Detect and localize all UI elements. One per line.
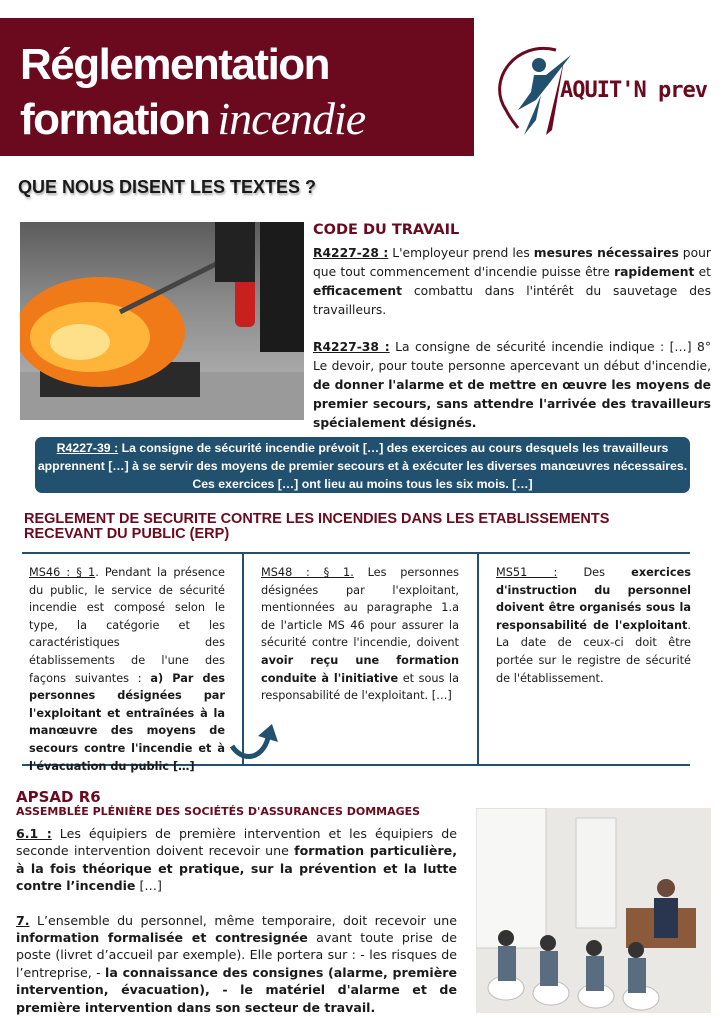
- article-r4227-38: [313, 338, 711, 433]
- apsad-heading-block: [16, 789, 420, 818]
- fire-extinguisher-photo: [20, 222, 304, 420]
- body-text: Des: [557, 566, 632, 579]
- emphasis-text: exercices d'instruction du personnel doivent être organisés sous la responsabilité de l'exploitant: [496, 566, 691, 632]
- table-top-divider: [22, 552, 690, 554]
- curved-arrow-icon: [228, 720, 284, 764]
- article-reference: R4227-38 :: [313, 340, 390, 354]
- article-reference: R4227-28 :: [313, 246, 389, 260]
- emphasis-text: formation particulière, à la fois théorique et pratique, sur la prévention et la lutte contre l’incendie: [16, 843, 457, 894]
- body-text: Les personnes désignées par l'exploitant, mentionnées au paragraphe 1.a de l'article MS 46 pour assurer la sécurité contre l'incendie, doivent: [261, 566, 459, 650]
- apsad-section: [16, 825, 457, 1016]
- body-text: pour que tout commencement d'incendie puisse être: [313, 246, 711, 279]
- article-reference: MS51 :: [496, 566, 558, 579]
- apsad-subheading: ASSEMBLÉE PLÉNIÈRE DES SOCIÉTÉS D'ASSURANCES DOMMAGES: [16, 805, 421, 818]
- emphasis-text: information formalisée et contresignée: [16, 930, 308, 946]
- code-du-travail-section: [313, 222, 711, 433]
- body-text: L’ensemble du personnel, même temporaire, doit recevoir une: [29, 912, 457, 928]
- body-text: La consigne de sécurité incendie indique : […] 8° Le devoir, pour toute personne apercevant un début d'incendie,: [313, 340, 711, 373]
- training-room-photo: [476, 808, 711, 1013]
- emphasis-text: efficacement: [313, 284, 403, 298]
- body-text: . Pendant la présence du public, le service de sécurité incendie est composé selon le type, la catégorie et les caractéristiques des établissements de l'une des façons suivantes :: [29, 566, 225, 685]
- article-6-1: [16, 825, 457, 895]
- erp-heading: REGLEMENT DE SECURITE CONTRE LES INCENDIES DANS LES ETABLISSEMENTS RECEVANT DU PUBLIC (ERP): [24, 511, 610, 542]
- emphasis-text: de donner l'alarme et de mettre en œuvre les moyens de premier secours, sans attendre l'arrivée des travailleurs spécialement désignés.: [313, 378, 711, 430]
- article-7: [16, 912, 457, 1016]
- body-text: Les équipiers de première intervention et les équipiers de seconde intervention doivent recevoir une: [16, 826, 457, 859]
- section-subtitle: QUE NOUS DISENT LES TEXTES ?: [18, 177, 317, 197]
- title-line-1: Réglementation: [20, 40, 330, 89]
- body-text: combattu dans l'intérêt du sauvetage des travailleurs.: [313, 284, 711, 317]
- article-reference: R4227-39 :: [56, 441, 119, 455]
- title-accent: incendie: [217, 93, 366, 144]
- article-r4227-39-highlight: [35, 437, 690, 493]
- body-text: La consigne de sécurité incendie prévoit […] des exercices au cours desquels les travailleurs apprennent […] à se servir des moyens de premier secours et à exécuter les diverses manœuvres nécessaires. Ces exercices […] ont lieu au moins tous les six mois. […]: [37, 441, 688, 491]
- emphasis-text: mesures nécessaires: [533, 246, 679, 260]
- column-divider: [477, 552, 479, 766]
- emphasis-text: avoir reçu une formation conduite à l'initiative: [261, 653, 459, 685]
- article-ms48: [261, 564, 459, 705]
- article-ms46: [29, 564, 225, 775]
- code-du-travail-heading: CODE DU TRAVAIL: [313, 222, 460, 238]
- body-text: avant toute prise de poste (livret d’accueil par exemple). Elle portera sur : - les risques de l’entreprise, -: [16, 930, 457, 980]
- article-reference: 7.: [16, 912, 30, 928]
- title-banner: [0, 18, 474, 156]
- apsad-heading: APSAD R6: [16, 788, 101, 806]
- emphasis-text: a) Par des personnes désignées par l'exploitant et entraînées à la manœuvre des moyens de secours contre l'incendie et à l'évacuation du public […]: [29, 671, 226, 773]
- body-text: L'employeur prend les: [388, 246, 534, 260]
- article-reference: MS46 : § 1: [29, 566, 96, 579]
- emphasis-text: la connaissance des consignes (alarme, première intervention, évacuation), - le matériel d'alarme et de première intervention dans son secteur de travail.: [16, 964, 458, 1015]
- article-reference: MS48 : § 1.: [261, 566, 354, 579]
- body-text: […]: [135, 878, 162, 894]
- article-reference: 6.1 :: [16, 826, 52, 841]
- body-text: et: [694, 265, 711, 279]
- article-ms51: [496, 564, 691, 687]
- brand-name: AQUIT'N prev: [560, 78, 707, 103]
- body-text: et sous la responsabilité de l'exploitant. […]: [261, 671, 459, 703]
- title-line-2: [20, 92, 365, 145]
- body-text: . La date de ceux-ci doit être portée sur le registre de sécurité de l'établissement.: [496, 618, 691, 685]
- emphasis-text: rapidement: [614, 265, 695, 279]
- title-word: formation: [20, 95, 210, 144]
- article-r4227-28: [313, 244, 711, 320]
